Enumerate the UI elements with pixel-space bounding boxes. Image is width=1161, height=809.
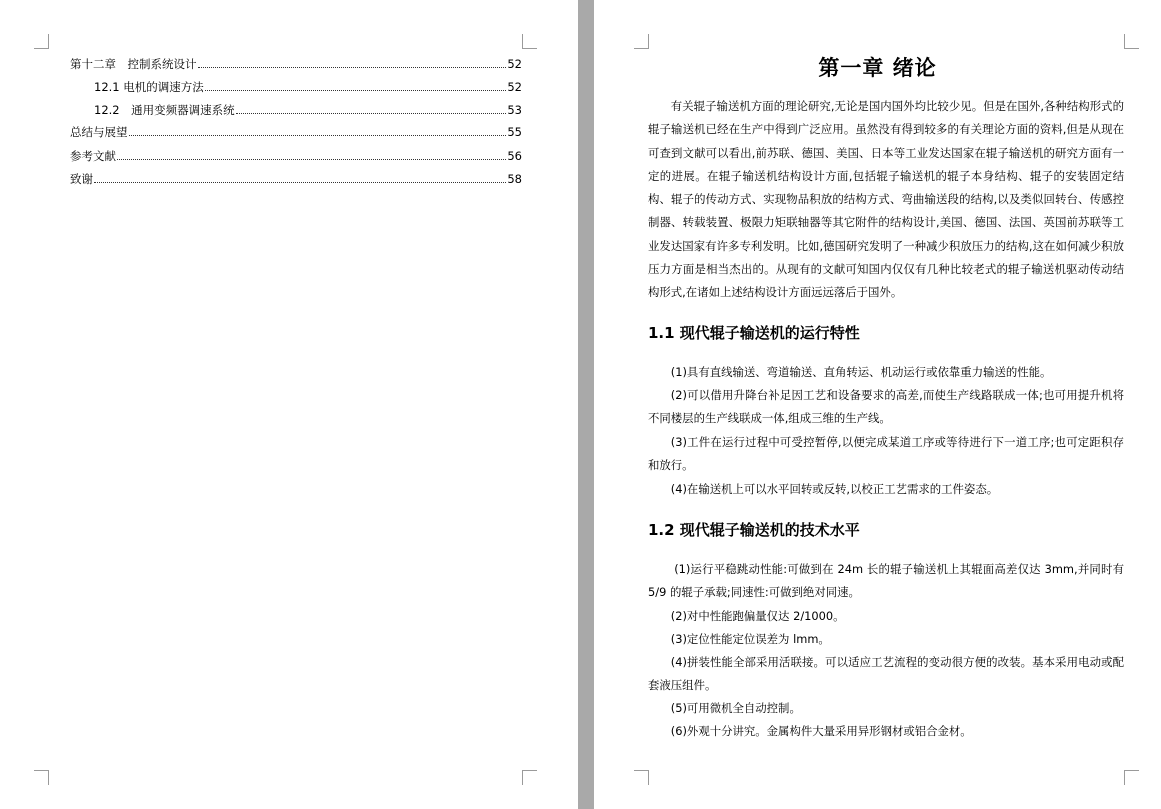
crop-mark [522, 770, 537, 785]
toc-entry[interactable]: 12.2 通用变频器调速系统 53 [94, 103, 522, 117]
list-item: (2)可以借用升降台补足因工艺和设备要求的高差,而使生产线路联成一体;也可用提升机将不同楼层的生产线联成一体,组成三维的生产线。 [648, 388, 1124, 426]
toc-leader [117, 158, 506, 160]
toc-leader [205, 89, 507, 91]
crop-mark [1124, 770, 1139, 785]
crop-mark [634, 770, 649, 785]
list-item: (2)对中性能跑偏量仅达 2/1000。 [670, 609, 845, 623]
list-item: (3)定位性能定位误差为 lmm。 [670, 632, 830, 646]
right-page [594, 0, 1161, 809]
toc-entry[interactable]: 致谢 58 [70, 172, 522, 186]
crop-mark [34, 770, 49, 785]
crop-mark [522, 34, 537, 49]
toc-entry[interactable]: 12.1 电机的调速方法 52 [94, 80, 522, 94]
left-page [0, 0, 578, 809]
list-item: (3)工件在运行过程中可受控暂停,以便完成某道工序或等待进行下一道工序;也可定距积存和放行。 [648, 435, 1124, 473]
list-item: (1)运行平稳跳动性能:可做到在 24m 长的辊子输送机上其辊面高差仅达 3mm,并同时有 5/9 的辊子承载;同速性:可做到绝对同速。 [648, 562, 1124, 600]
list-item: (1)具有直线输送、弯道输送、直角转运、机动运行或依靠重力输送的性能。 [670, 365, 1052, 379]
toc-leader [198, 66, 507, 68]
crop-mark [1124, 34, 1139, 49]
crop-mark [634, 34, 649, 49]
crop-mark [34, 34, 49, 49]
chapter-title: 第一章 绪论 [818, 55, 937, 80]
list-item: (5)可用微机全自动控制。 [670, 701, 801, 715]
toc-entry[interactable]: 总结与展望 55 [70, 125, 522, 139]
toc-entry[interactable]: 参考文献 56 [70, 149, 522, 163]
toc-leader [236, 112, 507, 114]
list-item: (4)拼装性能全部采用活联接。可以适应工艺流程的变动很方便的改装。基本采用电动或配套液压组件。 [648, 655, 1124, 693]
intro-paragraph: 有关辊子输送机方面的理论研究,无论是国内国外均比较少见。但是在国外,各种结构形式的辊子输送机已经在生产中得到广泛应用。虽然没有得到较多的有关理论方面的资料,但是从现在可查到文献可以看出,前苏联、德国、美国、日本等工业发达国家在辊子输送机的研究方面有一定的进展。在辊子输送机结构设计方面,包括辊子输送机的辊子本身结构、辊子的安装固定结构、辊子的传动方式、实现物品积放的结构方式、弯曲输送段的结构,以及类似回转台、传感控制器、转载装置、极限力矩联轴器等其它附件的结构设计,美国、德国、法国、英国前苏联等工业发达国家有许多专利发明。比如,德国研究发明了一种减少积放压力的结构,这在如何减少积放压力方面是相当杰出的。从现有的文献可知国内仅仅有几种比较老式的辊子输送机驱动传动结构形式,在诸如上述结构设计方面远远落后于国外。 [648, 99, 1124, 300]
toc-leader [129, 134, 507, 136]
list-item: (4)在输送机上可以水平回转或反转,以校正工艺需求的工件姿态。 [670, 482, 999, 496]
section-title-1-2: 1.2 现代辊子输送机的技术水平 [648, 521, 860, 539]
toc-entry[interactable]: 第十二章 控制系统设计 52 [70, 57, 522, 71]
toc-leader [94, 181, 506, 183]
list-item: (6)外观十分讲究。金属构件大量采用异形钢材或铝合金材。 [670, 724, 972, 738]
section-title-1-1: 1.1 现代辊子输送机的运行特性 [648, 324, 860, 342]
